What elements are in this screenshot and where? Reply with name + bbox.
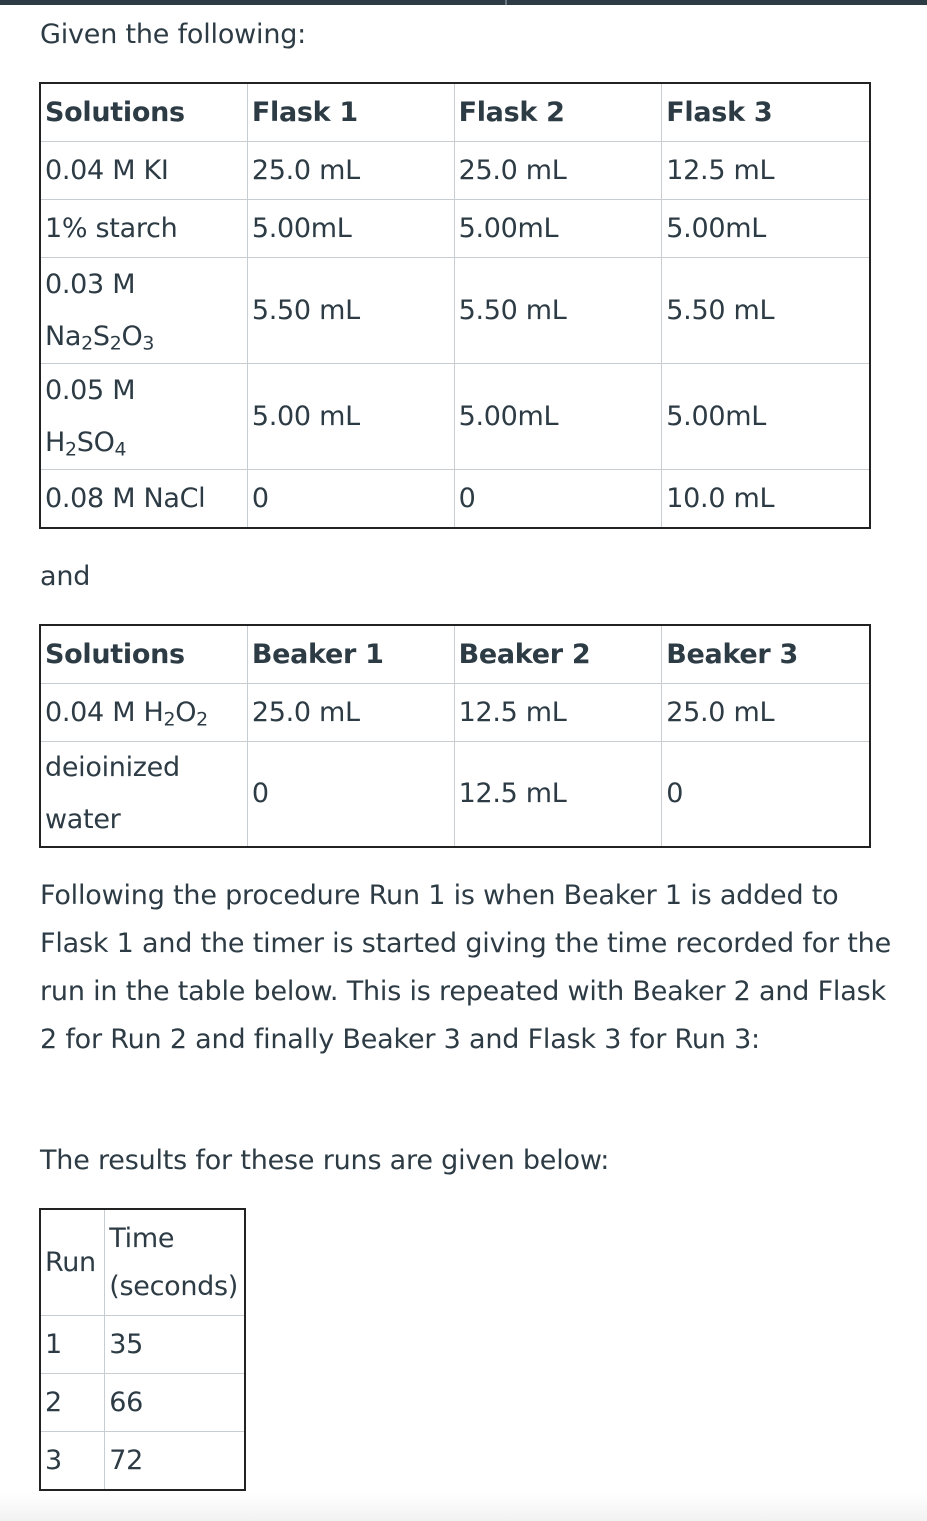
run-time: 72: [105, 1432, 245, 1490]
flask-3-value: 12.5 mL: [662, 142, 870, 200]
beaker-1-value: 25.0 mL: [247, 684, 454, 742]
runs-table: [40, 1209, 245, 1490]
beaker-2-value: 12.5 mL: [454, 742, 662, 847]
beakers-header-solutions: Solutions: [41, 626, 248, 684]
beakers-header-beaker-3: Beaker 3: [662, 626, 870, 684]
flask-2-value: 5.50 mL: [454, 258, 662, 364]
flask-3-value: 5.50 mL: [662, 258, 870, 364]
flasks-header-flask-1: Flask 1: [247, 84, 454, 142]
table-row: [41, 142, 870, 200]
flask-2-value: 0: [454, 470, 662, 528]
flasks-header-solutions: Solutions: [41, 84, 248, 142]
beakers-header-beaker-2: Beaker 2: [454, 626, 662, 684]
solution-label: 0.08 M NaCl: [41, 470, 248, 528]
table-row: [41, 1374, 245, 1432]
flask-2-value: 5.00mL: [454, 200, 662, 258]
solution-label: 1% starch: [41, 200, 248, 258]
top-bar: [0, 0, 927, 5]
flask-1-value: 5.50 mL: [247, 258, 454, 364]
table-row: [41, 364, 870, 470]
flasks-header-row: [41, 84, 870, 142]
and-text: and: [40, 561, 91, 592]
solution-label: deioinized water: [41, 742, 248, 847]
beaker-2-value: 12.5 mL: [454, 684, 662, 742]
flask-3-value: 10.0 mL: [662, 470, 870, 528]
table-row: [41, 258, 870, 364]
flask-1-value: 5.00 mL: [247, 364, 454, 470]
flasks-header-flask-3: Flask 3: [662, 84, 870, 142]
beaker-3-value: 0: [662, 742, 870, 847]
runs-header-time: Time (seconds): [105, 1210, 245, 1316]
runs-header-row: [41, 1210, 245, 1316]
run-time: 66: [105, 1374, 245, 1432]
table-row: [41, 742, 870, 847]
solution-label: 0.03 M $Na_2S_2O_3$: [41, 258, 248, 364]
results-intro-text: The results for these runs are given below:: [40, 1145, 610, 1176]
table-row: [41, 684, 870, 742]
flask-1-value: 25.0 mL: [247, 142, 454, 200]
flasks-table: [40, 83, 870, 528]
beaker-1-value: 0: [247, 742, 454, 847]
run-number: 3: [41, 1432, 105, 1490]
run-time: 35: [105, 1316, 245, 1374]
run-number: 2: [41, 1374, 105, 1432]
run-number: 1: [41, 1316, 105, 1374]
beakers-header-beaker-1: Beaker 1: [247, 626, 454, 684]
intro-text: Given the following:: [40, 19, 307, 50]
flask-1-value: 0: [247, 470, 454, 528]
beakers-header-row: [41, 626, 870, 684]
table-row: [41, 200, 870, 258]
runs-header-run: Run: [41, 1210, 105, 1316]
table-row: [41, 470, 870, 528]
solution-label: 0.05 M $H_2SO_4$: [41, 364, 248, 470]
flask-2-value: 5.00mL: [454, 364, 662, 470]
flasks-header-flask-2: Flask 2: [454, 84, 662, 142]
top-bar-notch: [505, 0, 507, 5]
table-row: [41, 1316, 245, 1374]
beaker-3-value: 25.0 mL: [662, 684, 870, 742]
procedure-text: Following the procedure Run 1 is when Beaker 1 is added to Flask 1 and the timer is started giving the time recorded for the run in the table below. This is repeated with Beaker 2 and Flask 2 for Run 2 and finally Beaker 3 and Flask 3 for Run 3:: [40, 880, 891, 1055]
beakers-table: [40, 625, 870, 847]
flask-3-value: 5.00mL: [662, 200, 870, 258]
bottom-fade: [0, 1493, 927, 1521]
flask-3-value: 5.00mL: [662, 364, 870, 470]
solution-label: 0.04 M $H_2O_2$: [41, 684, 248, 742]
flask-1-value: 5.00mL: [247, 200, 454, 258]
solution-label: 0.04 M KI: [41, 142, 248, 200]
flask-2-value: 25.0 mL: [454, 142, 662, 200]
table-row: [41, 1432, 245, 1490]
